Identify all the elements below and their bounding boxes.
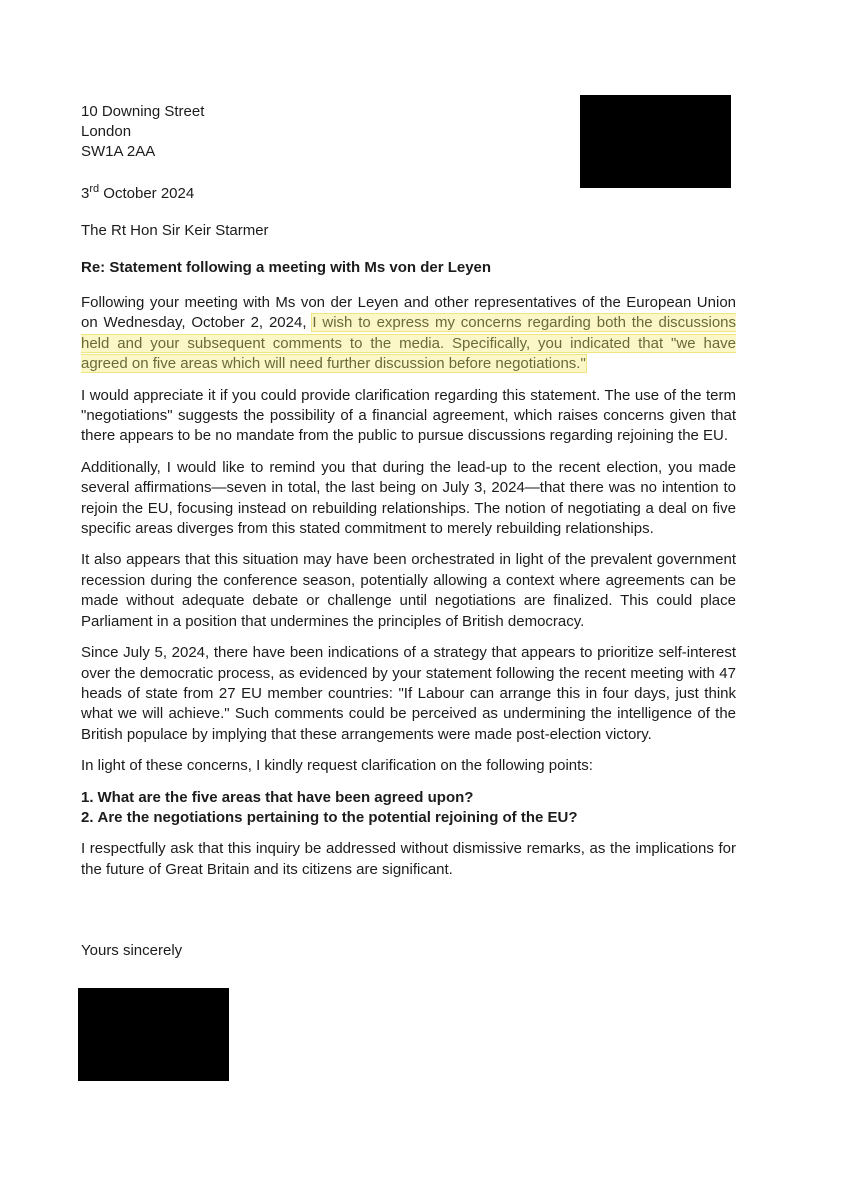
address-line-3: SW1A 2AA (81, 143, 156, 160)
redacted-signature (78, 988, 229, 1081)
paragraph-7: I respectfully ask that this inquiry be addressed without dismissive remarks, as the implications for the future of Great Britain and its citizens are significant. (81, 840, 736, 878)
paragraph-6: In light of these concerns, I kindly request clarification on the following points: (81, 757, 593, 775)
question-number: 2. (81, 808, 94, 826)
date-suffix: rd (89, 183, 100, 195)
letter-body (81, 293, 736, 891)
paragraph-5: Since July 5, 2024, there have been indications of a strategy that appears to prioritize self-interest over the democratic process, as evidenced by your statement following the recent meeting with 47 heads of state from 27 EU member countries: "If Labour can arrange this in four days, just think what we will achieve." Such comments could be perceived as undermining the intelligence of the British populace by implying that these arrangements were made post-election victory. (81, 644, 736, 743)
address-line-1: 10 Downing Street (81, 103, 205, 120)
date-day: 3 (81, 185, 90, 202)
question-list (81, 788, 736, 829)
sender-address (81, 102, 204, 162)
question-text: What are the five areas that have been agreed upon? (97, 788, 474, 806)
redacted-block-header (580, 95, 731, 188)
letter-subject: Re: Statement following a meeting with Ms von der Leyen (81, 259, 492, 276)
letter-date (81, 183, 194, 205)
highlighted-text: I wish to express my concerns regarding both the discussions held and your subsequent comments to the media. Specifically, you indicated that "we have agreed on five areas which will need further discussion before negotiations." (81, 314, 737, 373)
question-number: 1. (81, 788, 94, 806)
paragraph-4: It also appears that this situation may have been orchestrated in light of the prevalent government recession during the conference season, potentially allowing a context where agreements can be made without adequate debate or challenge until negotiations are finalized. This could place Parliament in a position that undermines the principles of British democracy. (81, 551, 736, 630)
address-line-2: London (81, 123, 132, 140)
date-rest: October 2024 (103, 185, 195, 202)
paragraph-1 (81, 293, 736, 375)
paragraph-1-text: Following your meeting with Ms von der Leyen and other representatives of the European Union on Wednesday, October 2, 2024, (81, 294, 736, 332)
question-item (81, 808, 736, 828)
question-text: Are the negotiations pertaining to the potential rejoining of the EU? (97, 808, 578, 826)
paragraph-2: I would appreciate it if you could provide clarification regarding this statement. The use of the term "negotiations" suggests the possibility of a financial agreement, which raises concerns given that there appears to be no mandate from the public to pursue discussions regarding rejoining the EU. (81, 386, 736, 445)
recipient-name: The Rt Hon Sir Keir Starmer (81, 222, 269, 239)
paragraph-3: Additionally, I would like to remind you that during the lead-up to the recent election, you made several affirmations—seven in total, the last being on July 3, 2024—that there was no intention to rejoin the EU, focusing instead on rebuilding relationships. The notion of negotiating a deal on five specific areas diverges from this stated commitment to merely rebuilding relationships. (81, 458, 736, 538)
closing-salutation: Yours sincerely (81, 942, 183, 959)
question-item (81, 788, 736, 808)
